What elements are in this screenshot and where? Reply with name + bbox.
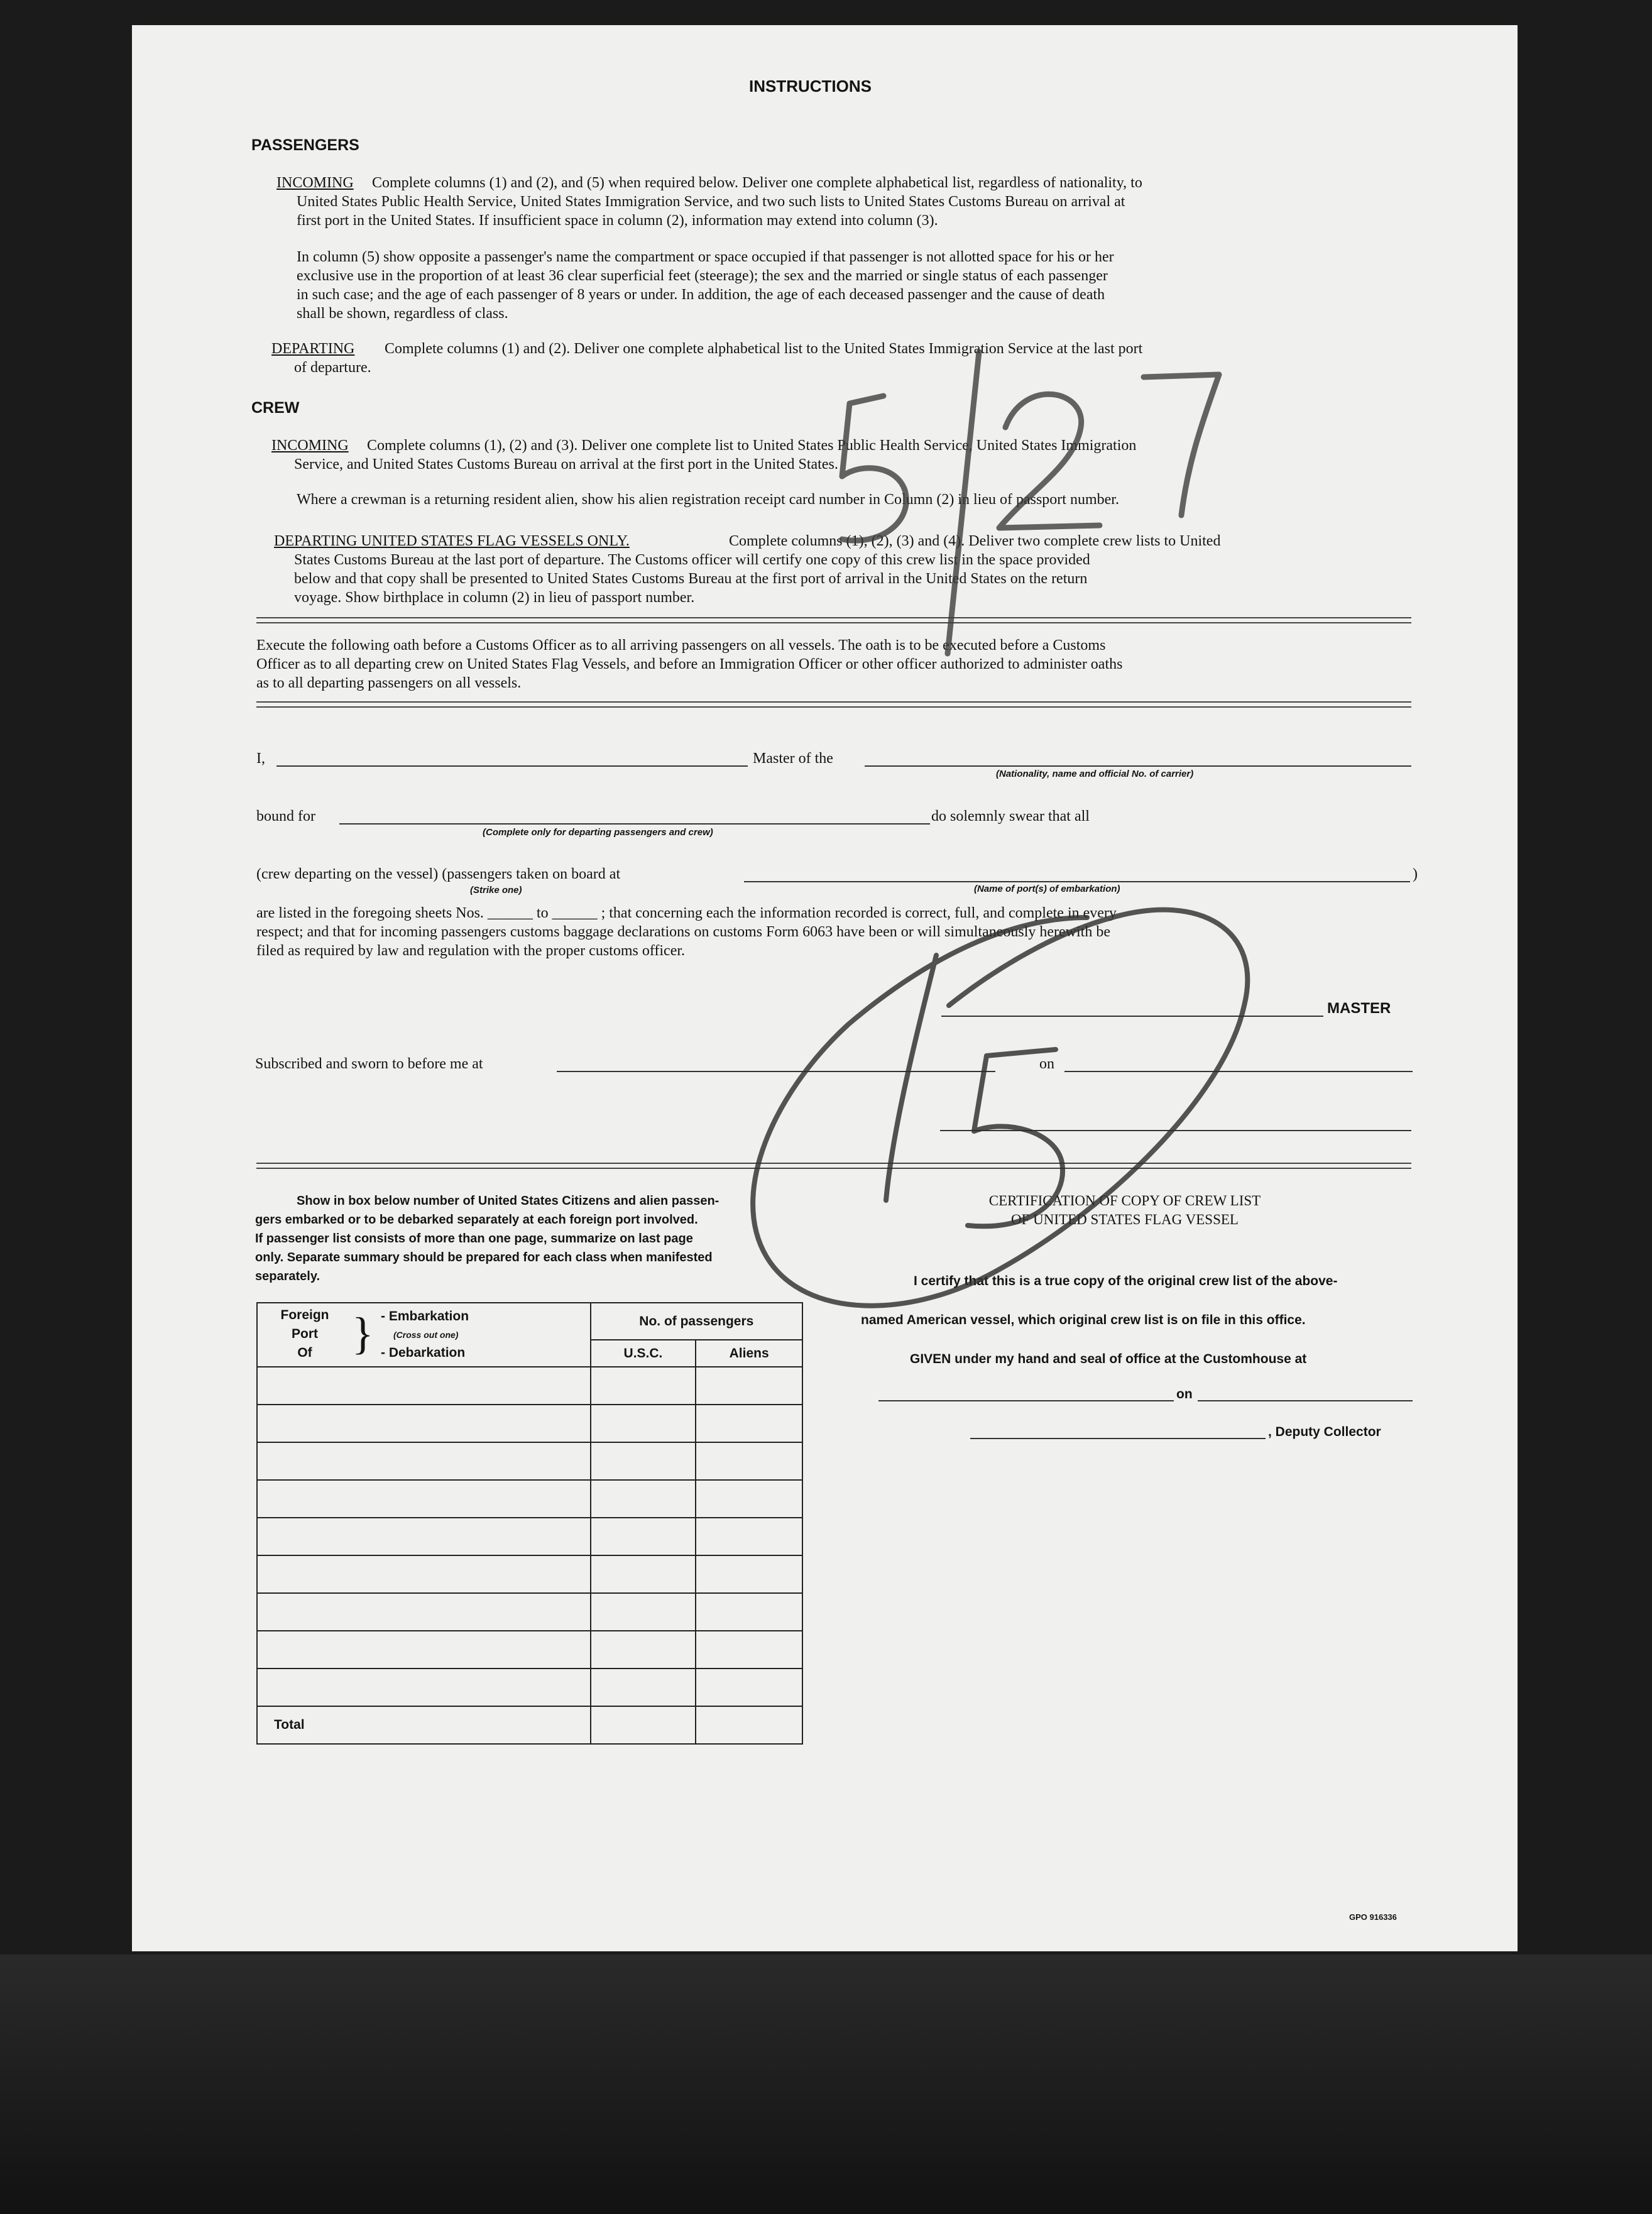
listed-line: filed as required by law and regulation with the proper customs officer. [256,943,686,959]
summary-instruction-line: If passenger list consists of more than one page, summarize on last page [255,1232,693,1246]
aliens-cell[interactable] [696,1518,802,1555]
table-row [257,1405,802,1442]
table-row [257,1593,802,1631]
usc-total-cell[interactable] [591,1706,696,1744]
port-cell[interactable] [257,1518,591,1555]
customhouse-field[interactable] [878,1400,1174,1401]
aliens-cell[interactable] [696,1669,802,1706]
port-cell[interactable] [257,1669,591,1706]
carrier-caption: (Nationality, name and official No. of carrier) [996,769,1194,779]
certification-heading: CERTIFICATION OF COPY OF CREW LIST [988,1193,1261,1208]
passenger-summary-table [256,1302,803,1745]
column5-line: shall be shown, regardless of class. [297,305,508,322]
embarkation-port-field[interactable] [744,881,1410,882]
crew-departing-choice: (crew departing on the vessel) (passengers taken on board at [256,866,621,882]
port-caption: (Name of port(s) of embarkation) [974,884,1120,894]
circled-number-15 [753,910,1247,1306]
crew-departing-line: voyage. Show birthplace in column (2) in lieu of passport number. [294,589,695,606]
usc-cell[interactable] [591,1367,696,1405]
certify-on-label: on [1176,1387,1193,1401]
total-row [257,1706,802,1744]
bound-for-label: bound for [256,808,315,825]
passengers-heading: PASSENGERS [251,136,359,154]
port-cell[interactable] [257,1405,591,1442]
table-row [257,1480,802,1518]
deputy-signature-field[interactable] [970,1438,1266,1439]
usc-cell[interactable] [591,1480,696,1518]
table-row [257,1555,802,1593]
oath-i-label: I, [256,750,265,767]
bound-for-field[interactable] [339,823,930,825]
crew-resident-alien-line: Where a crewman is a returning resident alien, show his alien registration receipt card number in Column (2) in lieu of passport number. [297,491,1119,508]
summary-instruction-line: gers embarked or to be debarked separately at each foreign port involved. [255,1213,698,1227]
master-signature-field[interactable] [941,1016,1323,1017]
aliens-cell[interactable] [696,1631,802,1669]
port-cell[interactable] [257,1442,591,1480]
certify-date-field[interactable] [1198,1400,1413,1401]
debarkation-label: - Debarkation [381,1345,466,1360]
deputy-collector-label: , Deputy Collector [1268,1425,1381,1439]
aliens-total-cell[interactable] [696,1706,802,1744]
crew-incoming-line: Service, and United States Customs Bureau on arrival at the first port in the United States. [294,456,838,473]
gpo-code: GPO 916336 [1349,1912,1397,1922]
usc-cell[interactable] [591,1631,696,1669]
summary-instruction-line: only. Separate summary should be prepared for each class when manifested [255,1251,713,1264]
section-divider [256,1163,1411,1169]
crew-incoming-label: INCOMING [271,437,349,454]
crew-incoming-line: Complete columns (1), (2) and (3). Deliver one complete list to United States Public Health Service, United States Immigration [367,437,1137,454]
sworn-date-field[interactable] [1064,1071,1413,1072]
aliens-cell[interactable] [696,1555,802,1593]
certification-heading: OF UNITED STATES FLAG VESSEL [1011,1212,1239,1227]
usc-header: U.S.C. [591,1340,696,1367]
passengers-incoming-line: United States Public Health Service, United States Immigration Service, and two such lists to United States Customs Bureau on arrival at [297,194,1125,210]
aliens-cell[interactable] [696,1367,802,1405]
document-page [132,25,1518,1951]
strike-one-caption: (Strike one) [470,885,522,896]
oath-instruction-line: as to all departing passengers on all vessels. [256,675,522,691]
aliens-header: Aliens [696,1340,802,1367]
passengers-departing-line: Complete columns (1) and (2). Deliver one complete alphabetical list to the United States Immigration Service at the last port [385,341,1143,357]
oath-instruction-line: Officer as to all departing crew on United States Flag Vessels, and before an Immigration Officer or other officer authorized to administer oaths [256,656,1123,672]
crew-departing-line: below and that copy shall be presented to United States Customs Bureau at the first port of arrival in the United States on the return [294,571,1088,587]
crew-departing-line: States Customs Bureau at the last port of departure. The Customs officer will certify one copy of this crew list in the space provided [294,552,1090,568]
no-of-passengers-header: No. of passengers [591,1303,802,1340]
sworn-place-field[interactable] [557,1071,995,1072]
aliens-cell[interactable] [696,1405,802,1442]
port-cell[interactable] [257,1631,591,1669]
scanner-background [0,1954,1652,2214]
aliens-cell[interactable] [696,1593,802,1631]
column5-line: exclusive use in the proportion of at least 36 clear superficial feet (steerage); the sex and the married or single status of each passenger [297,268,1108,284]
summary-instruction-line: Show in box below number of United States Citizens and alien passen- [297,1194,719,1208]
bound-for-caption: (Complete only for departing passengers and crew) [483,827,713,838]
usc-cell[interactable] [591,1405,696,1442]
summary-instruction-line: separately. [255,1269,320,1283]
listed-line: are listed in the foregoing sheets Nos. ______ to ______ ; that concerning each the information recorded is correct, full, and complete in every [256,905,1117,921]
page-title: INSTRUCTIONS [749,77,872,96]
listed-line: respect; and that for incoming passengers customs baggage declarations on customs Form 6063 have been or will simultaneously herewith be [256,924,1110,940]
cross-out-label: (Cross out one) [393,1330,459,1340]
aliens-cell[interactable] [696,1480,802,1518]
table-row [257,1631,802,1669]
passengers-incoming-line: first port in the United States. If insufficient space in column (2), information may extend into column (3). [297,212,938,229]
sworn-on-label: on [1039,1056,1054,1072]
usc-cell[interactable] [591,1555,696,1593]
officer-signature-field[interactable] [940,1130,1411,1131]
port-cell[interactable] [257,1593,591,1631]
crew-departing-line: Complete columns (1), (2), (3) and (4). Deliver two complete crew lists to United [729,533,1221,549]
passengers-departing-line: of departure. [294,359,371,376]
swear-label: do solemnly swear that all [931,808,1090,825]
passengers-incoming-line: Complete columns (1) and (2), and (5) when required below. Deliver one complete alphabetical list, regardless of nationality, to [372,175,1142,191]
oath-instruction-line: Execute the following oath before a Customs Officer as to all arriving passengers on all vessels. The oath is to be executed before a Customs [256,637,1106,654]
master-of-the-label: Master of the [753,750,833,767]
column5-line: In column (5) show opposite a passenger's name the compartment or space occupied if that passenger is not allotted space for his or her [297,249,1114,265]
foreign-label: Foreign [280,1308,329,1322]
embarkation-label: - Embarkation [381,1309,469,1323]
usc-cell[interactable] [591,1593,696,1631]
certify-line: GIVEN under my hand and seal of office at the Customhouse at [910,1352,1307,1366]
port-cell[interactable] [257,1480,591,1518]
section-divider [256,617,1411,623]
port-label: Port [292,1327,318,1341]
passengers-incoming-label: INCOMING [276,175,354,191]
port-cell[interactable] [257,1555,591,1593]
total-label: Total [257,1706,591,1744]
crew-departing-label: DEPARTING UNITED STATES FLAG VESSELS ONLY. [274,533,630,549]
master-name-field[interactable] [276,765,748,767]
table-row [257,1442,802,1480]
carrier-field[interactable] [865,765,1411,767]
section-divider [256,701,1411,708]
aliens-cell[interactable] [696,1442,802,1480]
certify-line: named American vessel, which original crew list is on file in this office. [861,1313,1306,1327]
port-cell[interactable] [257,1367,591,1405]
of-label: Of [297,1345,312,1360]
certify-line: I certify that this is a true copy of the original crew list of the above- [914,1274,1338,1288]
master-label: MASTER [1327,1000,1391,1017]
table-row [257,1669,802,1706]
column5-line: in such case; and the age of each passenger of 8 years or under. In addition, the age of each deceased passenger and the cause of death [297,287,1105,303]
table-row [257,1367,802,1405]
passengers-departing-label: DEPARTING [271,341,355,357]
subscribed-label: Subscribed and sworn to before me at [255,1056,483,1072]
table-row [257,1518,802,1555]
usc-cell[interactable] [591,1518,696,1555]
foreign-port-header [257,1303,591,1367]
crew-heading: CREW [251,399,300,417]
usc-cell[interactable] [591,1442,696,1480]
close-paren: ) [1413,866,1418,882]
brace-glyph: } [352,1308,374,1359]
usc-cell[interactable] [591,1669,696,1706]
